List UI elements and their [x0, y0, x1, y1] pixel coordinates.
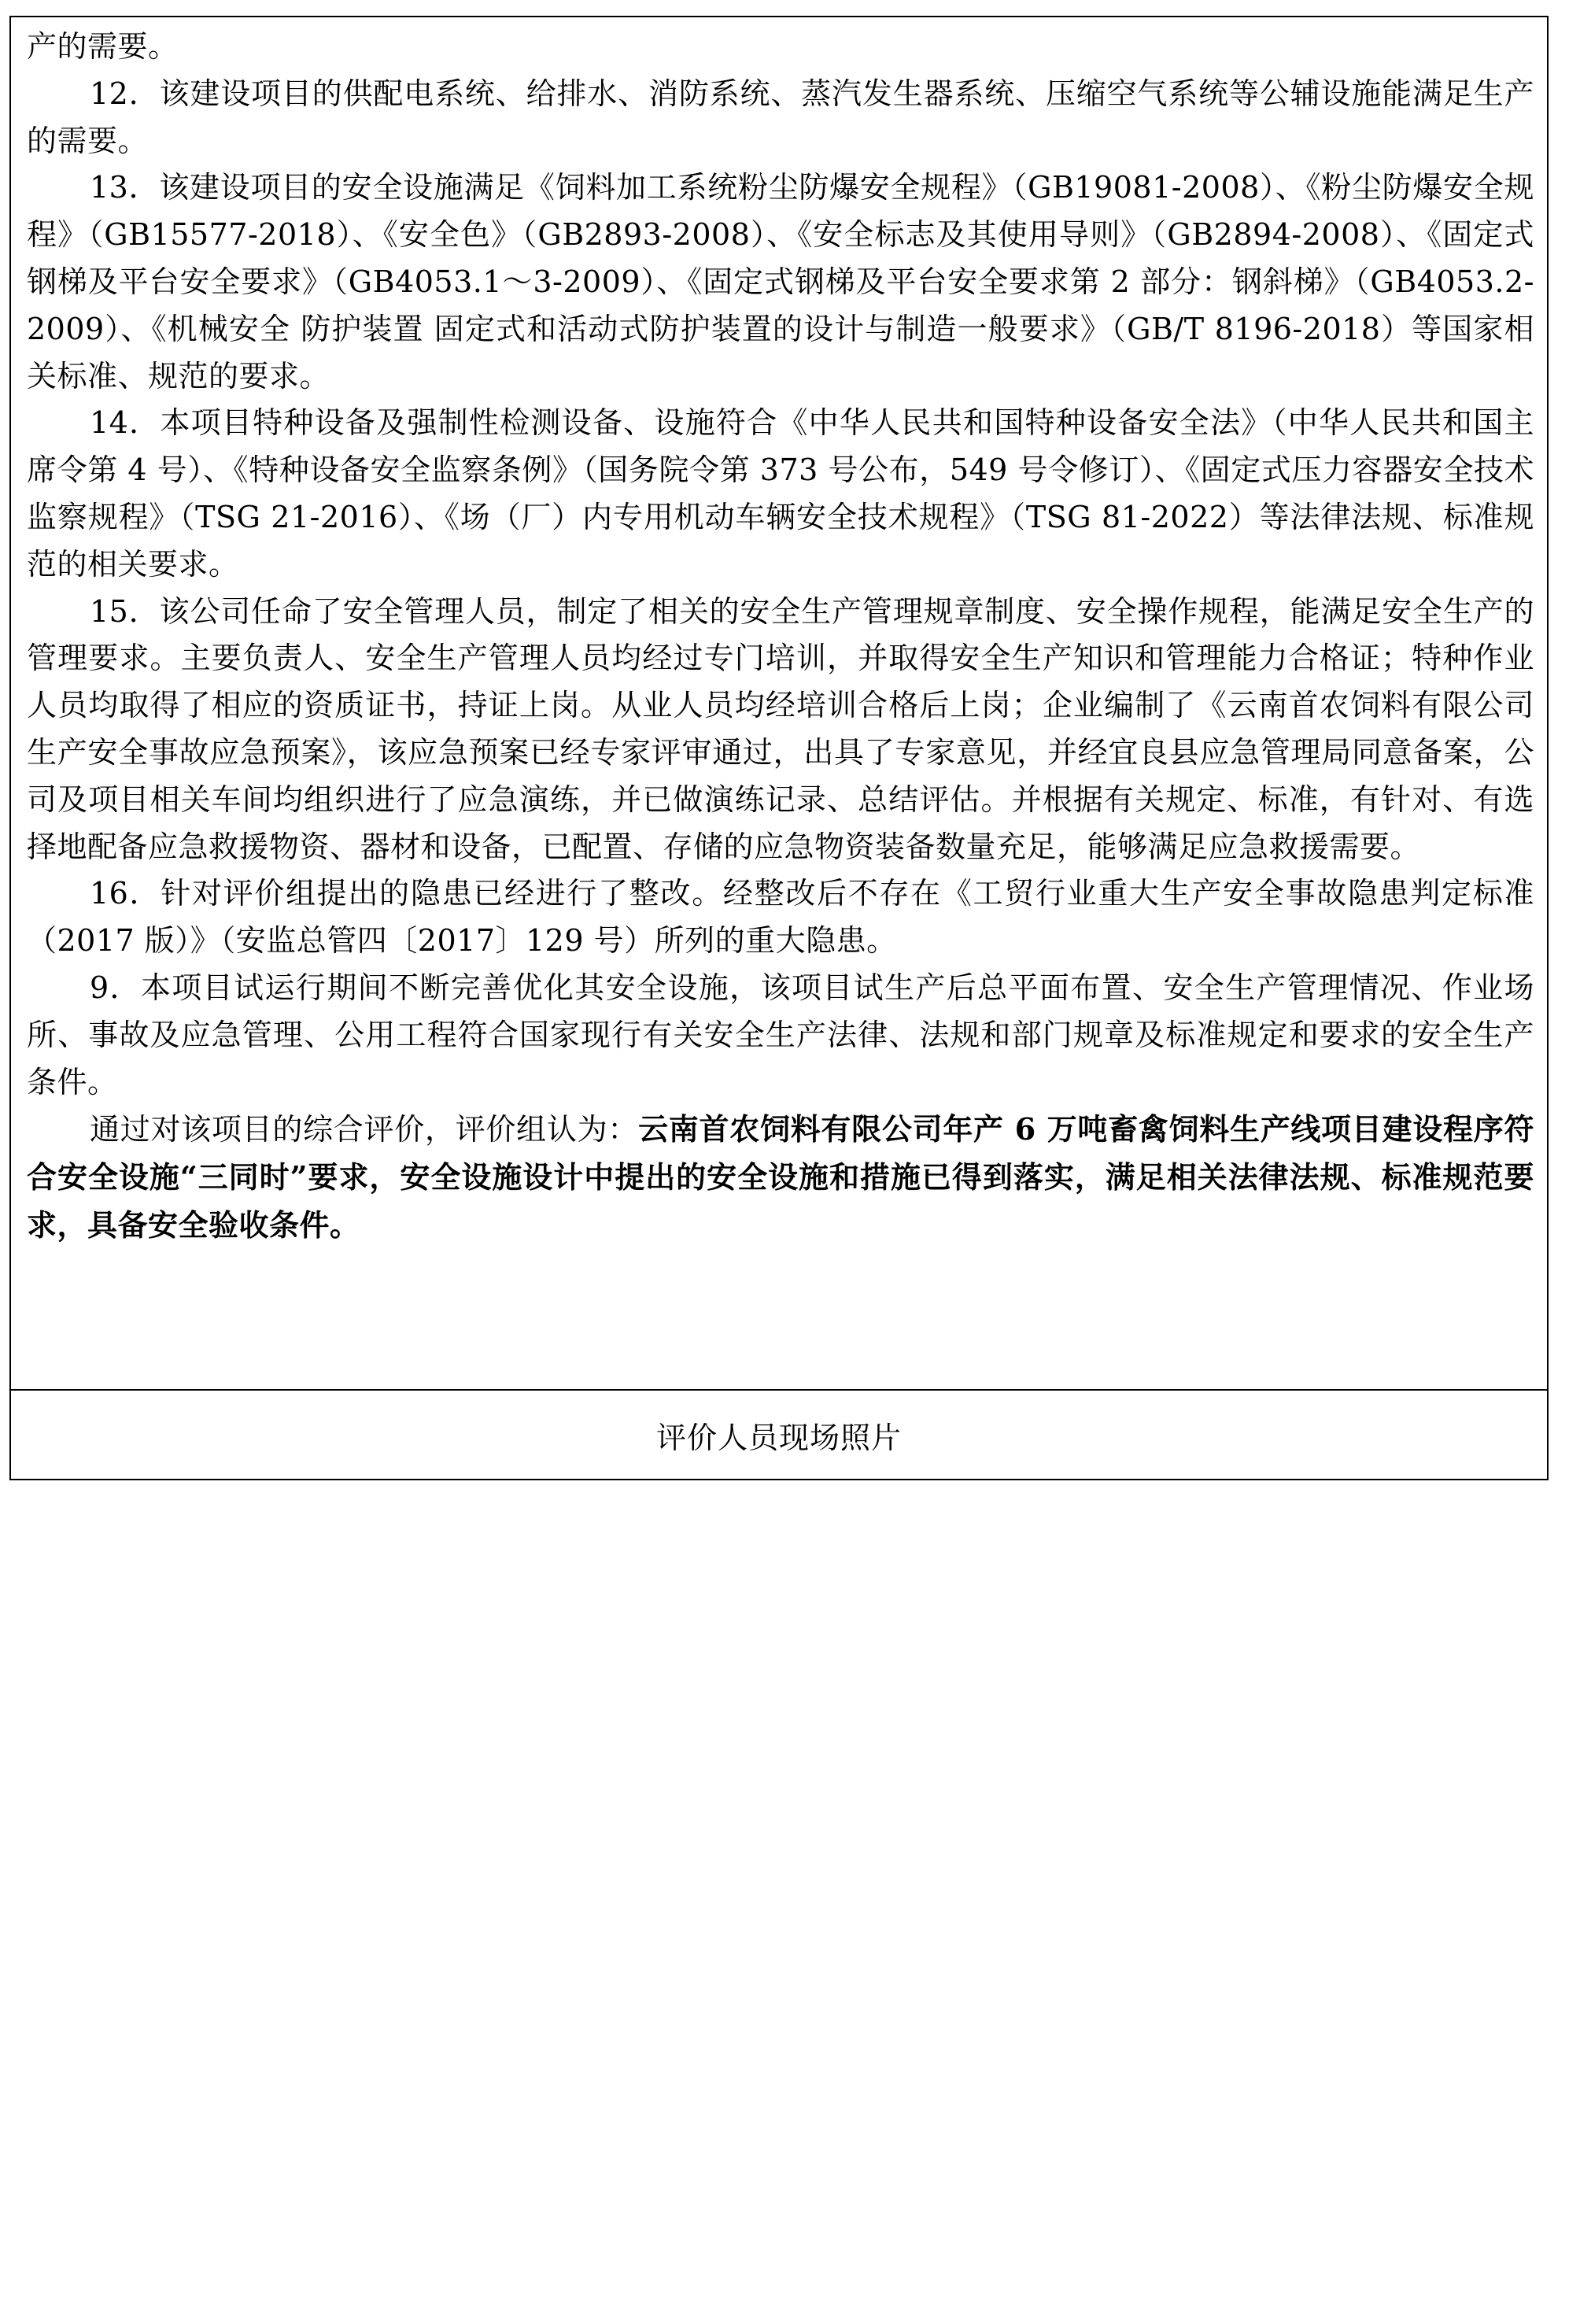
- paragraph-item-16: 16．针对评价组提出的隐患已经进行了整改。经整改后不存在《工贸行业重大生产安全事故隐患判定标准（2017 版）》（安监总管四〔2017〕129 号）所列的重大隐患。: [27, 876, 1534, 959]
- paragraph-item-12: 12．该建设项目的供配电系统、给排水、消防系统、蒸汽发生器系统、压缩空气系统等公辅设施能满足生产的需要。: [27, 76, 1534, 158]
- paragraph-item-15: 15．该公司任命了安全管理人员，制定了相关的安全生产管理规章制度、安全操作规程，能满足安全生产的管理要求。主要负责人、安全生产管理人员均经过专门培训，并取得安全生产知识和管理能力合格证；特种作业人员均取得了相应的资质证书，持证上岗。从业人员均经培训合格后上岗；企业编制了《云南首农饲料有限公司生产安全事故应急预案》，该应急预案已经专家评审通过，出具了专家意见，并经宜良县应急管理局同意备案，公司及项目相关车间均组织进行了应急演练，并已做演练记录、总结评估。并根据有关规定、标准，有针对、有选择地配备应急救援物资、器材和设备，已配置、存储的应急物资装备数量充足，能够满足应急救援需要。: [27, 593, 1534, 864]
- content-cell: [11, 17, 1547, 1391]
- conclusion-lead: 通过对该项目的综合评价，评价组认为：: [90, 1112, 639, 1147]
- paragraph-continuation: 产的需要。: [27, 29, 179, 64]
- paragraph-item-13: 13．该建设项目的安全设施满足《饲料加工系统粉尘防爆安全规程》（GB19081-2008）、《粉尘防爆安全规程》（GB15577-2018）、《安全色》（GB2893-2008）、《安全标志及其使用导则》（GB2894-2008）、《固定式钢梯及平台安全要求》（GB4053.1～3-2009）、《固定式钢梯及平台安全要求第 2 部分：钢斜梯》（GB4053.2-2009）、《机械安全 防护装置 固定式和活动式防护装置的设计与制造一般要求》（GB/T 8196-2018）等国家相关标准、规范的要求。: [27, 170, 1534, 393]
- photo-section-header: [11, 1391, 1547, 1479]
- photo-section-label: 评价人员现场照片: [655, 1420, 902, 1455]
- paragraph-item-9: 9．本项目试运行期间不断完善优化其安全设施，该项目试生产后总平面布置、安全生产管理情况、作业场所、事故及应急管理、公用工程符合国家现行有关安全生产法律、法规和部门规章及标准规定和要求的安全生产条件。: [27, 970, 1534, 1099]
- conclusion-bold-text: 云南首农饲料有限公司年产 6 万吨畜禽饲料生产线项目建设程序符合安全设施“三同时”要求，安全设施设计中提出的安全设施和措施已得到落实，满足相关法律法规、标准规范要求，具备安全验收条件。: [27, 1111, 1534, 1243]
- paragraph-item-14: 14．本项目特种设备及强制性检测设备、设施符合《中华人民共和国特种设备安全法》（中华人民共和国主席令第 4 号）、《特种设备安全监察条例》（国务院令第 373 号公布，549 号令修订）、《固定式压力容器安全技术监察规程》（TSG 21-2016）、《场（厂）内专用机动车辆安全技术规程》（TSG 81-2022）等法律法规、标准规范的相关要求。: [27, 405, 1534, 582]
- conclusion-paragraph: [27, 1106, 1534, 1249]
- evaluation-table: [9, 16, 1549, 1480]
